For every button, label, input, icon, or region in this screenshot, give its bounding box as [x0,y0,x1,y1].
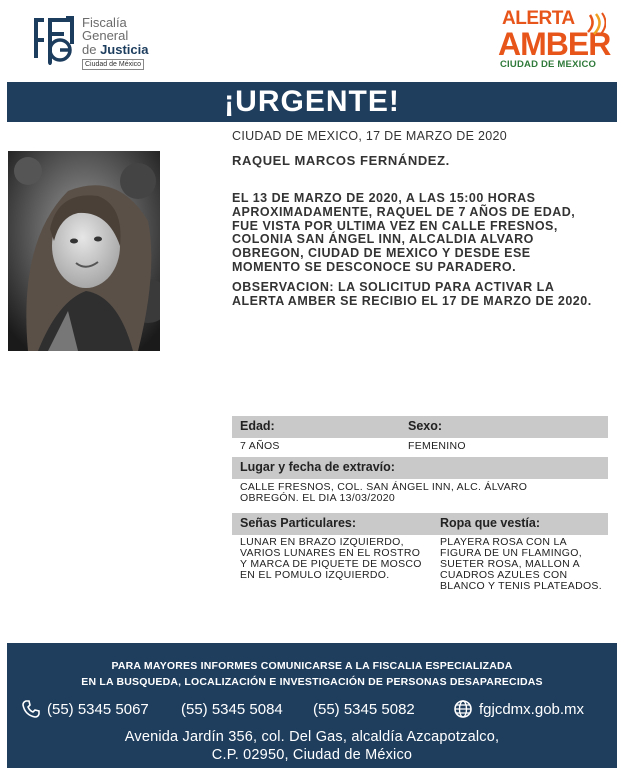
alerta-amber-logo [498,8,610,72]
fgj-emblem-icon [30,14,76,70]
age-value: 7 AÑOS [240,440,280,452]
sex-value: FEMENINO [408,440,466,452]
phone-icon [21,699,41,719]
marks-label: Señas Particulares: [240,516,357,530]
list-item: FIGURA DE UN FLAMINGO, [440,547,582,559]
place-value-line2: OBREGÓN. EL DIA 13/03/2020 [240,492,396,504]
missing-person-photo [8,151,160,351]
urgent-banner-text: ¡URGENTE! [224,85,400,118]
observation-note: OBSERVACION: LA SOLICITUD PARA ACTIVAR LA ALERTA AMBER SE RECIBIO EL 17 DE MARZO DE 2020. [232,280,592,308]
footer-line1: PARA MAYORES INFORMES COMUNICARSE A LA FISCALIA ESPECIALIZADA [111,660,513,672]
list-item: Y MARCA DE PIQUETE DE MOSCO [240,558,422,570]
sex-label: Sexo: [408,419,443,433]
fgj-line3-prefix: de [82,42,101,57]
place-label: Lugar y fecha de extravío: [240,460,395,474]
amber-line3: CIUDAD DE MEXICO [500,59,597,70]
clothes-list [440,537,602,592]
fgj-logo [30,14,160,72]
fgj-line3 [82,43,149,56]
list-item: EN EL POMULO IZQUIERDO. [240,569,390,581]
fgj-line2: General [82,28,129,43]
missing-person-name: RAQUEL MARCOS FERNÁNDEZ. [232,153,450,168]
list-item: CUADROS AZULES CON [440,569,568,581]
age-label: Edad: [240,419,275,433]
amber-line1: ALERTA [502,8,575,29]
list-item: PLAYERA ROSA CON LA [440,536,567,548]
bulletin-date: CIUDAD DE MEXICO, 17 DE MARZO DE 2020 [232,129,508,143]
portrait-image [8,151,160,351]
signal-waves-icon [584,12,606,36]
urgent-banner [7,82,617,122]
marks-clothes-header [232,513,608,535]
list-item: BLANCO Y TENIS PLATEADOS. [440,580,602,592]
contact-footer [7,643,617,768]
amber-line2: AMBER [498,26,611,62]
age-sex-header [232,416,608,438]
address-line2: C.P. 02950, Ciudad de México [211,747,413,763]
list-item: LUNAR EN BRAZO IZQUIERDO, [240,536,404,548]
footer-line2: EN LA BUSQUEDA, LOCALIZACIÓN E INVESTIGACIÓN DE PERSONAS DESAPARECIDAS [81,676,543,688]
place-header [232,457,608,479]
phone-number-2[interactable]: (55) 5345 5084 [181,701,283,718]
globe-icon [453,699,473,719]
fgj-line3-bold: Justicia [100,42,149,57]
marks-list [240,537,422,581]
fgj-tag: Ciudad de México [82,59,144,70]
clothes-label: Ropa que vestía: [440,516,541,530]
place-value-line1: CALLE FRESNOS, COL. SAN ÁNGEL INN, ALC. ÁLVARO [240,481,528,493]
phone-number-1[interactable]: (55) 5345 5067 [47,701,149,718]
incident-description: EL 13 DE MARZO DE 2020, A LAS 15:00 HORAS APROXIMADAMENTE, RAQUEL DE 7 AÑOS DE EDAD, FUE VISTA POR ULTIMA VEZ EN CALLE FRESNOS, COLONIA SAN ÁNGEL INN, ALCALDIA ALVARO OBREGON, CIUDAD DE MEXICO Y DESDE ESE MOMENTO SE DESCONOCE SU PARADERO. [232,191,576,274]
phone-number-3[interactable]: (55) 5345 5082 [313,701,415,718]
list-item: VARIOS LUNARES EN EL ROSTRO [240,547,421,559]
website-link[interactable]: fgjcdmx.gob.mx [479,701,585,718]
fgj-line1: Fiscalía [82,15,127,30]
list-item: SUETER ROSA, MALLON A [440,558,580,570]
address-line1: Avenida Jardín 356, col. Del Gas, alcaldía Azcapotzalco, [124,729,500,745]
